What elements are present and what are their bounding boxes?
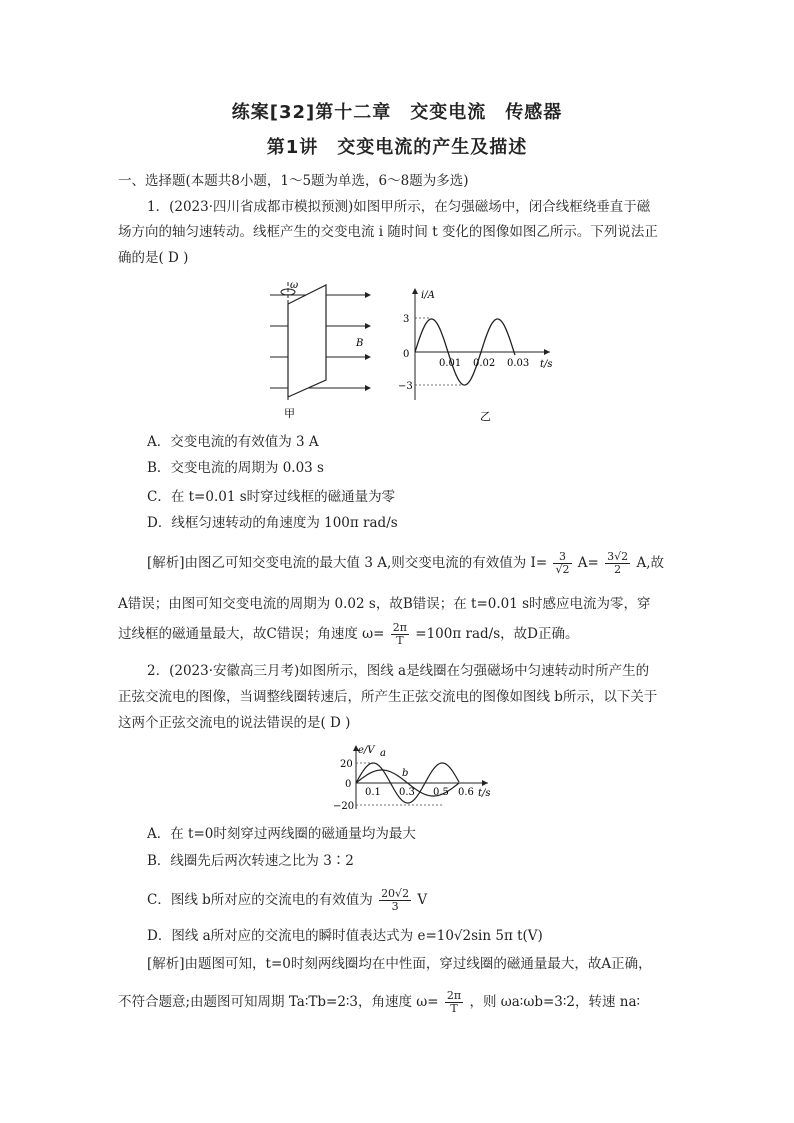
x-tick-label: 0.6 (458, 787, 474, 798)
q1-analysis-line2: A错误；由图可知交变电流的周期为 0.02 s，故B错误；在 t=0.01 s时感应电流为零，穿 (118, 596, 651, 612)
q2-stem-line3: 这两个正弦交流电的说法错误的是( D ) (118, 715, 351, 731)
y-tick-label: −3 (398, 381, 413, 392)
q1-stem-line3: 确的是( D ) (118, 250, 189, 266)
analysis-text: A= (577, 555, 599, 571)
b-label: B (356, 338, 364, 349)
fraction-denominator: 3 (391, 900, 399, 913)
analysis-text: A,故 (636, 555, 665, 571)
omega-label: ω (290, 280, 299, 291)
coil-frame (288, 285, 326, 397)
analysis-text: ，则 ωa∶ωb=3∶2，转速 na∶ (469, 994, 641, 1010)
y-axis-arrow (412, 288, 418, 294)
q2-analysis-line2 (118, 990, 683, 1015)
q2-option-a: A．在 t=0时刻穿过两线圈的磁通量均为最大 (147, 826, 416, 842)
q1-figure-jia (262, 280, 377, 420)
fraction-denominator: 2 (614, 563, 622, 576)
q1-stem-line2: 场方向的轴匀速转动。线框产生的交变电流 i 随时间 t 变化的图像如图乙所示。下列说法正 (118, 224, 658, 240)
x-tick-label: 0.03 (507, 358, 530, 369)
x-axis-label: t/s (478, 788, 491, 799)
y-axis-label: i/A (421, 290, 435, 301)
fraction-numerator: 2π (446, 989, 462, 1002)
fraction (553, 551, 571, 576)
x-tick-label: 0.02 (473, 358, 496, 369)
y-tick-label: 20 (340, 759, 353, 770)
fraction-numerator: 2π (392, 621, 407, 634)
x-axis-label: t/s (540, 359, 553, 370)
fraction-denominator: T (396, 634, 404, 647)
x-axis-arrow (482, 780, 488, 786)
x-tick-label: 0.3 (399, 787, 415, 798)
curve-a-label: a (380, 748, 386, 759)
curve-b-label: b (402, 768, 409, 779)
q1-option-d: D．线框匀速转动的角速度为 100π rad/s (147, 515, 398, 531)
x-axis-arrow (544, 349, 550, 355)
fraction (605, 551, 630, 576)
x-tick-label: 0.01 (439, 358, 462, 369)
q1-option-b: B．交变电流的周期为 0.03 s (147, 460, 324, 476)
analysis-text: =100π rad/s，故D正确。 (415, 626, 579, 642)
fraction-numerator: 3 (553, 551, 571, 564)
q2-option-c (147, 888, 712, 913)
q2-option-d: D．图线 a所对应的交流电的瞬时值表达式为 e=10√2sin 5π t(V) (147, 928, 543, 944)
analysis-text: [解析]由图乙可知交变电流的最大值 3 A,则交变电流的有效值为 I= (147, 555, 548, 571)
option-text: V (417, 892, 428, 908)
section-heading: 一、选择题(本题共8小题，1～5题为单选，6～8题为多选) (118, 173, 469, 189)
fraction-numerator: 20√2 (381, 887, 410, 900)
figure-caption-yi: 乙 (480, 410, 491, 423)
fraction-denominator: T (450, 1002, 458, 1015)
option-text: C．图线 b所对应的交流电的有效值为 (147, 892, 373, 908)
q1-analysis-line3 (118, 622, 683, 647)
chapter-title: 练案[32]第十二章 交变电流 传感器 (231, 102, 563, 123)
q1-figure-yi (393, 280, 558, 430)
fraction (391, 622, 409, 647)
y-axis-label: e/V (358, 745, 375, 756)
fraction-denominator: √2 (555, 563, 570, 576)
y-tick-label: 0 (345, 779, 352, 790)
y-tick-label: 0 (403, 349, 410, 360)
q2-stem-line2: 正弦交流电的图像，当调整线圈转速后，所产生正弦交流电的图像如图线 b所示，以下关于 (118, 689, 658, 705)
figure-caption-jia: 甲 (284, 407, 295, 420)
y-tick-label: −20 (333, 801, 355, 812)
fraction (445, 990, 463, 1015)
q2-figure (330, 743, 495, 815)
fraction-numerator: 3√2 (607, 550, 629, 563)
q1-stem-line1: 1．(2023·四川省成都市模拟预测)如图甲所示，在匀强磁场中，闭合线框绕垂直于磁 (147, 199, 651, 215)
analysis-text: 不符合题意;由题图可知周期 Ta∶Tb=2∶3，角速度 ω= (118, 994, 439, 1010)
analysis-text: 过线框的磁通量最大，故C错误；角速度 ω= (118, 626, 385, 642)
q1-analysis-line1 (147, 551, 712, 576)
fraction (379, 888, 411, 913)
x-tick-label: 0.1 (365, 787, 381, 798)
lesson-title: 第1讲 交变电流的产生及描述 (266, 137, 528, 158)
y-tick-label: 3 (403, 314, 410, 325)
q1-option-a: A．交变电流的有效值为 3 A (147, 434, 319, 450)
q2-analysis-line1: [解析]由题图可知，t=0时刻两线圈均在中性面，穿过线圈的磁通量最大，故A正确， (147, 956, 652, 972)
q2-stem-line1: 2．(2023·安徽高三月考)如图所示，图线 a是线圈在匀强磁场中匀速转动时所产生的 (147, 663, 650, 679)
q1-option-c: C．在 t=0.01 s时穿过线框的磁通量为零 (147, 489, 396, 505)
x-tick-label: 0.5 (433, 787, 449, 798)
q2-option-b: B．线圈先后两次转速之比为 3∶2 (147, 853, 354, 869)
